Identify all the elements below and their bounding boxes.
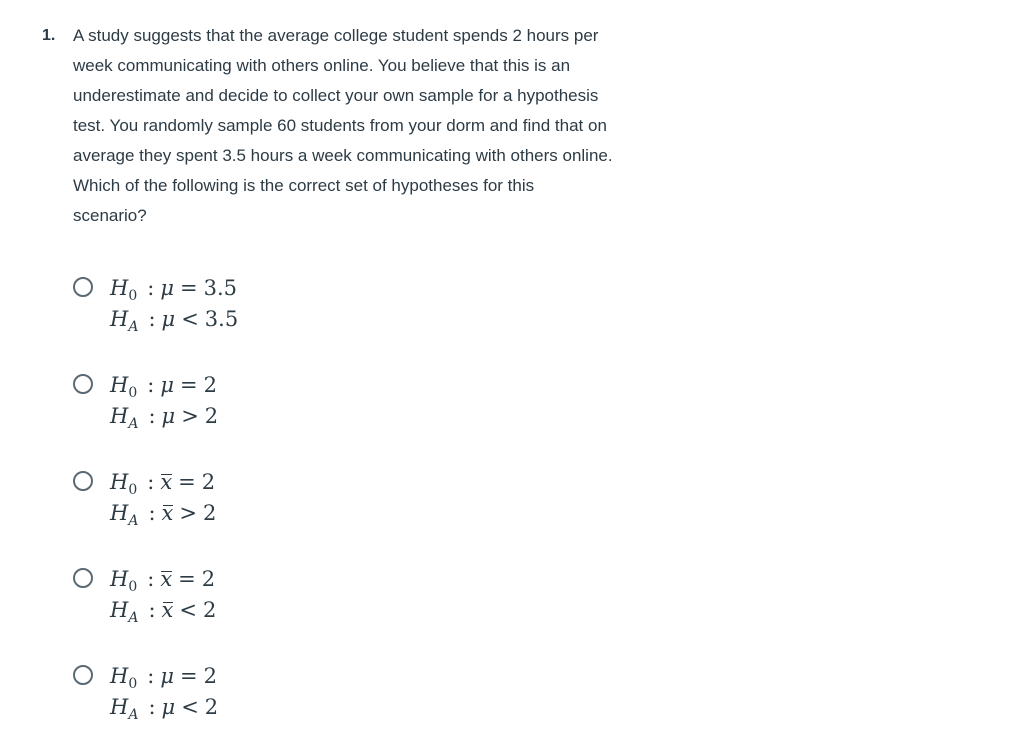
null-hypothesis: $H_0$ : x = 2 <box>110 567 216 595</box>
h-subscript: 0 <box>128 676 138 692</box>
h-symbol: H <box>110 664 129 688</box>
operator: < <box>181 695 199 719</box>
h-symbol: H <box>110 307 129 331</box>
hypotheses-math <box>110 468 216 530</box>
h-subscript: A <box>128 319 139 335</box>
question-text-line: test. You randomly sample 60 students from your dorm and find that on <box>73 116 607 135</box>
operator: = <box>178 567 196 591</box>
parameter-symbol: μ <box>161 404 176 428</box>
h-subscript: 0 <box>128 385 138 401</box>
operator: = <box>179 373 198 397</box>
alternative-hypothesis: $H_A$ : μ < 2 <box>110 695 219 723</box>
hypothesis-value: 2 <box>203 373 217 397</box>
radio-button[interactable] <box>73 568 93 588</box>
hypotheses-math <box>110 662 218 724</box>
h-subscript: A <box>128 707 139 723</box>
h-symbol: H <box>110 567 129 591</box>
parameter-symbol: μ <box>160 276 174 300</box>
hypothesis-value: 2 <box>201 567 216 591</box>
hypothesis-value: 2 <box>202 501 217 525</box>
answer-option-1[interactable] <box>70 274 370 336</box>
x-bar-symbol: x <box>161 501 174 525</box>
answer-option-4[interactable] <box>70 565 370 627</box>
h-subscript: 0 <box>128 579 138 595</box>
answer-option-2[interactable] <box>70 371 370 433</box>
question-text-line: Which of the following is the correct set of hypotheses for this <box>73 176 535 195</box>
answer-option-3[interactable] <box>70 468 370 530</box>
radio-button[interactable] <box>73 471 93 491</box>
operator: > <box>181 404 199 428</box>
operator: = <box>179 664 198 688</box>
hypotheses-math <box>110 371 218 433</box>
hypotheses-math <box>110 274 238 336</box>
x-bar-symbol: x <box>160 470 173 494</box>
h-subscript: 0 <box>128 288 138 304</box>
parameter-symbol: μ <box>160 664 174 688</box>
null-hypothesis: $H_0$ : μ = 2 <box>110 373 217 401</box>
h-subscript: 0 <box>128 482 138 498</box>
parameter-symbol: μ <box>160 373 174 397</box>
hypothesis-value: 2 <box>204 695 219 719</box>
hypothesis-value: 3.5 <box>204 307 239 331</box>
operator: > <box>179 501 197 525</box>
h-symbol: H <box>110 404 129 428</box>
hypothesis-value: 2 <box>204 404 219 428</box>
question-number: 1. <box>42 27 56 44</box>
question-text-line: scenario? <box>73 206 147 225</box>
hypothesis-value: 3.5 <box>203 276 237 300</box>
h-symbol: H <box>110 695 129 719</box>
h-symbol: H <box>110 276 129 300</box>
parameter-symbol: μ <box>161 307 176 331</box>
alternative-hypothesis: $H_A$ : μ > 2 <box>110 404 219 432</box>
x-bar-symbol: x <box>161 598 174 622</box>
h-subscript: A <box>128 513 139 529</box>
answer-option-5[interactable] <box>70 662 370 724</box>
operator: = <box>179 276 198 300</box>
radio-button[interactable] <box>73 665 93 685</box>
question-text-line: average they spent 3.5 hours a week communicating with others online. <box>73 146 613 165</box>
h-symbol: H <box>110 470 129 494</box>
hypothesis-value: 2 <box>201 470 216 494</box>
h-symbol: H <box>110 373 129 397</box>
question-text-line: week communicating with others online. You believe that this is an <box>73 56 571 75</box>
hypotheses-math <box>110 565 216 627</box>
null-hypothesis: $H_0$ : μ = 2 <box>110 664 217 692</box>
null-hypothesis: $H_0$ : μ = 3.5 <box>110 276 237 304</box>
h-symbol: H <box>110 598 129 622</box>
null-hypothesis: $H_0$ : x = 2 <box>110 470 216 498</box>
alternative-hypothesis: $H_A$ : x < 2 <box>110 598 217 626</box>
h-symbol: H <box>110 501 129 525</box>
question-text-line: underestimate and decide to collect your own sample for a hypothesis <box>73 86 599 105</box>
h-subscript: A <box>128 610 139 626</box>
radio-button[interactable] <box>73 374 93 394</box>
operator: < <box>179 598 197 622</box>
question-text <box>73 21 678 231</box>
hypothesis-value: 2 <box>203 664 217 688</box>
alternative-hypothesis: $H_A$ : x > 2 <box>110 501 217 529</box>
x-bar-symbol: x <box>160 567 173 591</box>
parameter-symbol: μ <box>161 695 176 719</box>
operator: = <box>178 470 196 494</box>
h-subscript: A <box>128 416 139 432</box>
question-text-line: A study suggests that the average college student spends 2 hours per <box>73 26 599 45</box>
operator: < <box>181 307 199 331</box>
hypothesis-value: 2 <box>202 598 217 622</box>
radio-button[interactable] <box>73 277 93 297</box>
alternative-hypothesis: $H_A$ : μ < 3.5 <box>110 307 239 335</box>
